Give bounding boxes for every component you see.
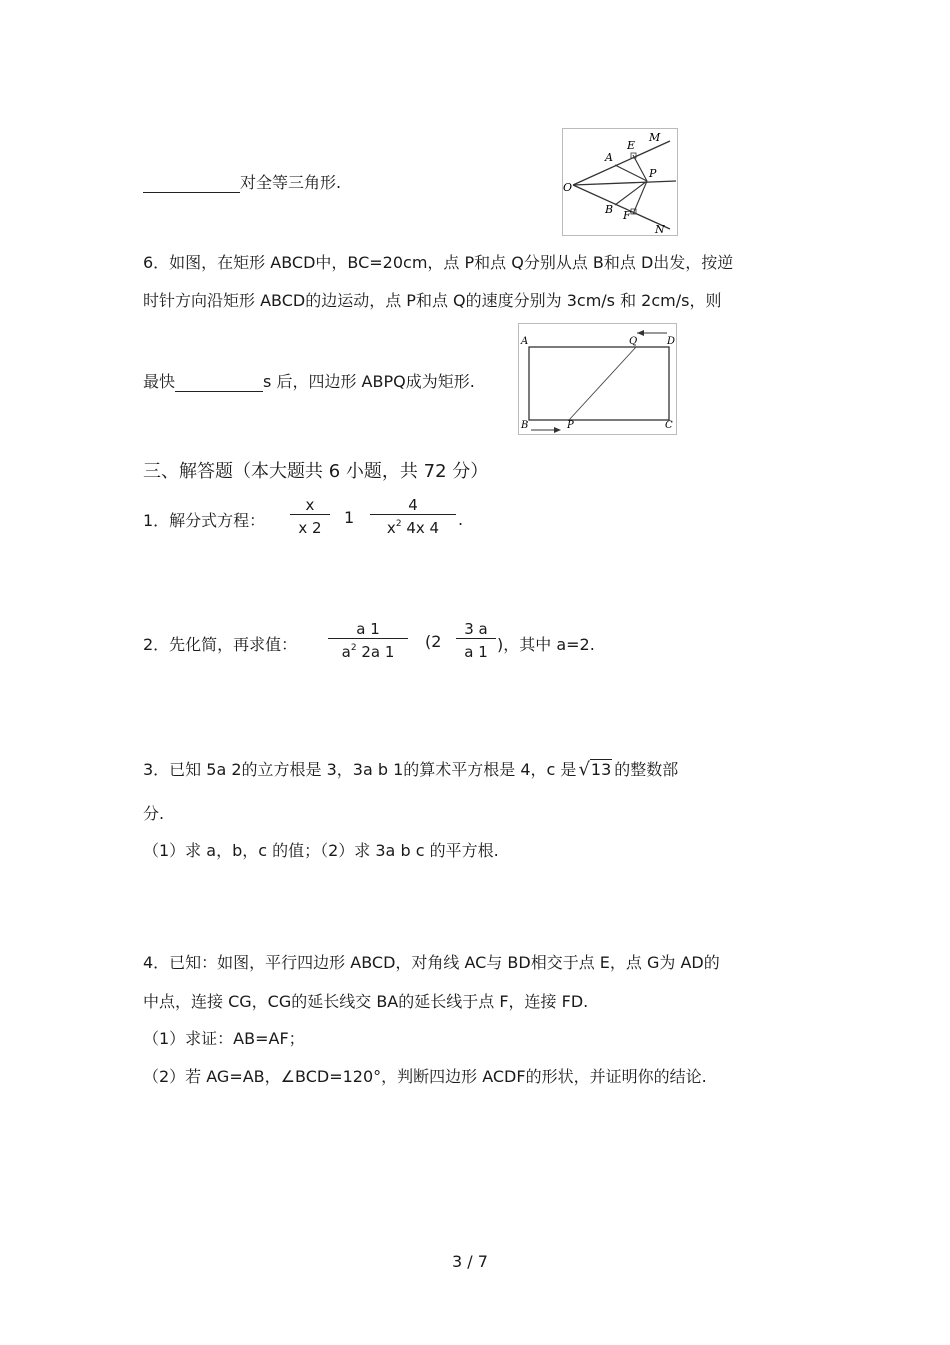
label-A: A — [521, 336, 529, 347]
q6-line2: 时针方向沿矩形 ABCD的边运动，点 P和点 Q的速度分别为 3cm/s 和 2cm/s，则 — [143, 291, 722, 310]
page-number: 3 / 7 — [452, 1252, 488, 1271]
answer-blank[interactable] — [175, 373, 263, 392]
p3-line2: 分. — [143, 804, 165, 823]
p3-line1 — [143, 757, 678, 780]
label-P: P — [567, 420, 574, 431]
label-E: E — [627, 139, 636, 152]
section-title: 三、解答题（本大题共 6 小题，共 72 分） — [143, 461, 489, 482]
label-P: P — [649, 167, 657, 180]
q6-line3-pre: 最快 — [143, 372, 176, 391]
p2-fraction-2 — [456, 620, 496, 661]
figure-angle-bisector-svg — [563, 129, 677, 235]
label-B: B — [605, 203, 614, 216]
fraction-bar — [370, 514, 456, 515]
label-O: O — [563, 181, 573, 194]
q5-line — [143, 170, 341, 193]
p2-f2-den: a 1 — [464, 643, 488, 661]
label-D: D — [667, 336, 676, 347]
fraction-bar — [290, 514, 330, 515]
p1-mid: 1 — [344, 508, 355, 527]
label-Q: Q — [629, 336, 638, 347]
q6-line3 — [143, 369, 475, 392]
p1-f1-num: x — [305, 496, 315, 514]
p2-fraction-1 — [328, 620, 408, 661]
figure-rectangle — [518, 323, 677, 435]
p2-suffix: )，其中 a=2. — [497, 635, 595, 654]
p1-f2-num: 4 — [408, 496, 418, 514]
label-C: C — [665, 420, 673, 431]
fraction-bar — [456, 638, 496, 639]
q6-line3-post: s 后，四边形 ABPQ成为矩形. — [263, 372, 475, 391]
label-N: N — [655, 223, 665, 235]
p4-line1: 4．已知：如图，平行四边形 ABCD，对角线 AC与 BD相交于点 E，点 G为 AD的 — [143, 953, 720, 972]
p2-f1-num: a 1 — [356, 620, 380, 638]
figure-rectangle-svg — [519, 324, 676, 434]
p1-f1-den: x 2 — [298, 519, 322, 537]
sqrt-value: 13 — [590, 760, 612, 779]
p4-line4: （2）若 AG=AB，∠BCD=120°，判断四边形 ACDF的形状，并证明你的结论. — [143, 1067, 707, 1086]
p3-line1-pre: 3．已知 5a 2的立方根是 3，3a b 1的算术平方根是 4，c 是 — [143, 760, 577, 779]
label-M: M — [649, 131, 661, 144]
sqrt-icon: √ — [578, 759, 590, 780]
p2-f2-num: 3 a — [464, 620, 488, 638]
p1-f2-den: $x^2$ 4x 4 — [386, 519, 440, 537]
p4-line2: 中点，连接 CG，CG的延长线交 BA的延长线于点 F，连接 FD. — [143, 992, 589, 1011]
p2-f1-den: $a^2$ 2a 1 — [341, 643, 395, 661]
answer-blank[interactable] — [143, 174, 240, 193]
p3-line1-post: 的整数部 — [614, 760, 679, 779]
p3-line3: （1）求 a，b，c 的值；（2）求 3a b c 的平方根. — [143, 841, 499, 860]
p1-prefix: 1．解分式方程： — [143, 511, 266, 530]
sqrt-expression — [578, 759, 612, 780]
fraction-bar — [328, 638, 408, 639]
label-A: A — [605, 151, 613, 164]
p1-fraction-2 — [370, 496, 456, 537]
p2-prefix: 2．先化简，再求值： — [143, 635, 298, 654]
q6-line1: 6．如图，在矩形 ABCD中，BC=20cm，点 P和点 Q分别从点 B和点 D出发，按逆 — [143, 253, 734, 272]
label-B: B — [521, 420, 529, 431]
q5-tail: 对全等三角形. — [240, 173, 342, 192]
p1-end: . — [458, 510, 464, 529]
p1-fraction-1 — [290, 496, 330, 537]
p2-paren: (2 — [425, 632, 442, 651]
p4-line3: （1）求证：AB=AF； — [143, 1029, 305, 1048]
figure-angle-bisector — [562, 128, 678, 236]
label-F: F — [623, 209, 631, 222]
